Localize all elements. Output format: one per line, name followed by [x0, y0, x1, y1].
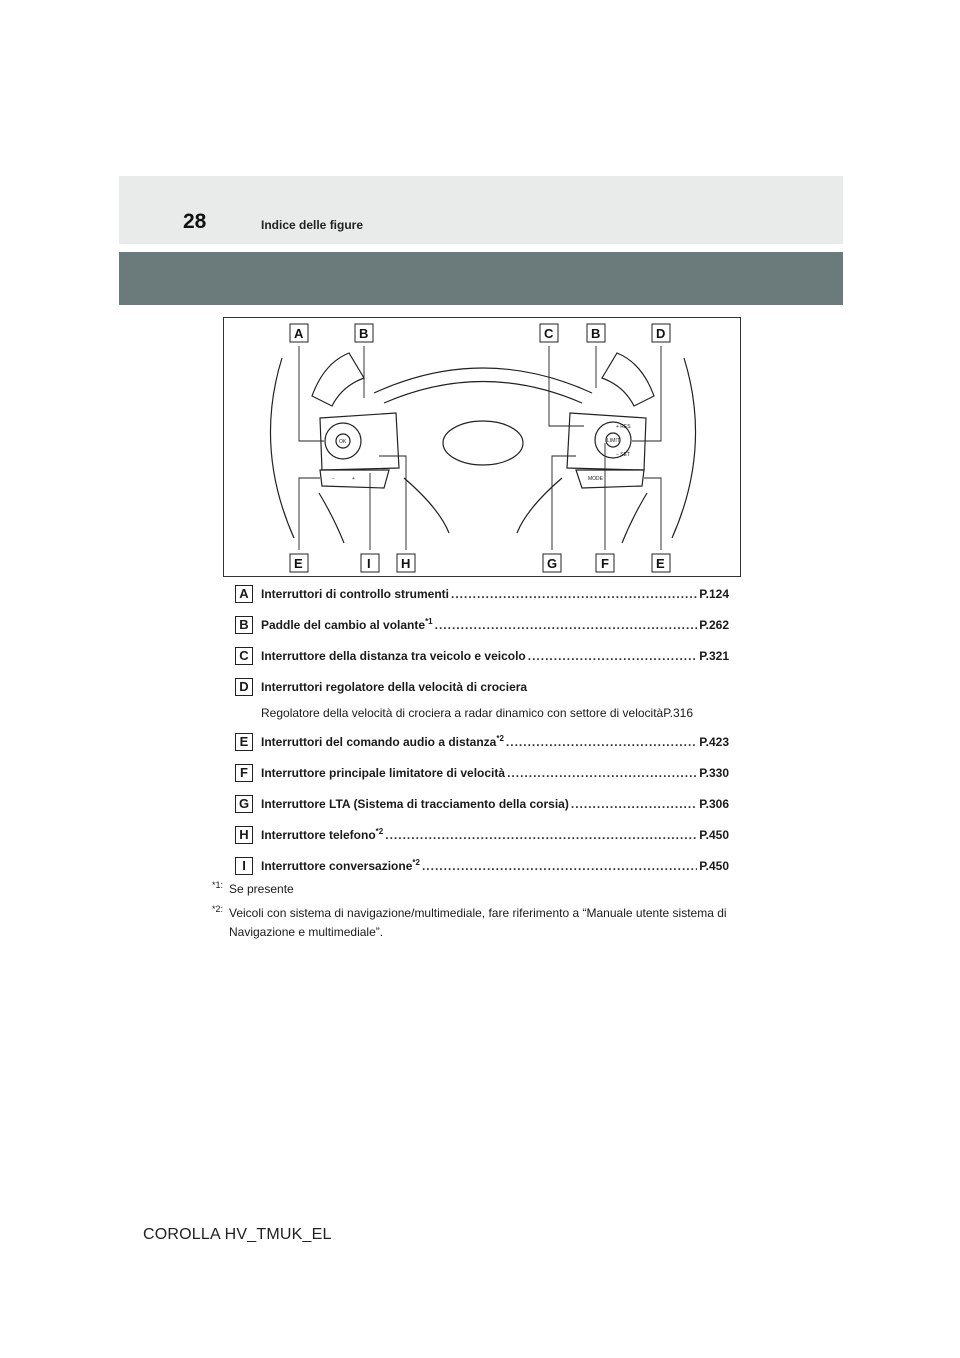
- entry-h: [235, 826, 730, 846]
- entry-c: [235, 647, 730, 667]
- res-button-label: + RES: [616, 424, 631, 430]
- entry-label: Interruttori regolatore della velocità di crociera: [261, 680, 528, 694]
- page-reference-link[interactable]: P.450: [699, 859, 729, 873]
- footnote-marker: *1: [425, 617, 433, 626]
- callout-h: H: [401, 556, 411, 571]
- callout-b-right: B: [591, 326, 601, 341]
- entry-label: Interruttori di controllo strumenti: [261, 587, 449, 601]
- entry-badge: C: [235, 647, 253, 665]
- footnote-mark: *1:: [212, 880, 224, 890]
- callout-e-right: E: [656, 556, 665, 571]
- document-code: COROLLA HV_TMUK_EL: [143, 1226, 332, 1243]
- footnote-marker: *2: [375, 827, 384, 836]
- header-band: [119, 252, 843, 305]
- footnote-text: Se presente: [229, 882, 294, 896]
- callout-e-left: E: [294, 556, 303, 571]
- page-reference-link[interactable]: P.124: [699, 587, 729, 601]
- entry-a: [235, 585, 730, 605]
- footnote-marker: *2: [496, 734, 504, 743]
- entry-label: Interruttore LTA (Sistema di tracciamento della corsia): [261, 797, 569, 811]
- footnote-mark: *2:: [212, 904, 224, 914]
- entry-label: Interruttore telefono: [261, 828, 376, 842]
- page-reference-link[interactable]: P.330: [699, 766, 729, 780]
- entry-label: Interruttore della distanza tra veicolo e veicolo: [261, 649, 526, 663]
- entry-b: [235, 616, 730, 636]
- audio-plus-label: +: [352, 476, 355, 482]
- ok-button-label: OK: [339, 439, 347, 445]
- audio-minus-label: −: [332, 476, 335, 482]
- entry-i: [235, 857, 730, 877]
- entry-badge: B: [235, 616, 253, 634]
- entry-badge: I: [235, 857, 253, 875]
- entry-d: [235, 678, 730, 698]
- entry-label: Interruttori del comando audio a distanza: [261, 735, 497, 749]
- entry-badge: A: [235, 585, 253, 603]
- entry-label: Interruttore principale limitatore di velocità: [261, 766, 506, 780]
- page-reference-link[interactable]: P.321: [699, 649, 729, 663]
- footnote-text: Veicoli con sistema di navigazione/multimediale, fare riferimento a “Manuale utente sistema di Navigazione e multimediale”.: [229, 906, 727, 939]
- entry-label: Interruttore conversazione: [261, 859, 413, 873]
- page-reference-link[interactable]: P.316: [663, 706, 694, 720]
- limit-button-label: LIMIT: [607, 438, 620, 444]
- entry-g: [235, 795, 730, 815]
- entry-badge: F: [235, 764, 253, 782]
- sub-entry-d: [261, 706, 731, 720]
- callout-c: C: [544, 326, 554, 341]
- page-reference-link[interactable]: P.262: [699, 618, 729, 632]
- set-button-label: − SET: [616, 452, 631, 458]
- header-bar: [119, 176, 843, 244]
- callout-a: A: [294, 326, 304, 341]
- entry-badge: G: [235, 795, 253, 813]
- page-reference-link[interactable]: P.450: [699, 828, 729, 842]
- entry-e: [235, 733, 730, 753]
- steering-wheel-figure: [223, 317, 741, 577]
- footnote-marker: *2: [412, 858, 420, 867]
- entry-f: [235, 764, 730, 784]
- page-reference-link[interactable]: P.423: [699, 735, 729, 749]
- callout-i: I: [367, 556, 371, 571]
- entry-badge: D: [235, 678, 253, 696]
- section-title: Indice delle figure: [261, 218, 364, 232]
- sub-entry-label: Regolatore della velocità di crociera a radar dinamico con settore di velocità: [261, 706, 664, 720]
- entry-label: Paddle del cambio al volante: [261, 618, 426, 632]
- page-reference-link[interactable]: P.306: [699, 797, 729, 811]
- page-number: 28: [183, 210, 207, 233]
- callout-d: D: [656, 326, 666, 341]
- mode-button-label: MODE: [588, 476, 603, 482]
- entry-badge: E: [235, 733, 253, 751]
- steering-wheel-illustration: [224, 318, 742, 578]
- callout-b-left: B: [359, 326, 369, 341]
- callout-f: F: [601, 556, 609, 571]
- entry-badge: H: [235, 826, 253, 844]
- callout-g: G: [547, 556, 558, 571]
